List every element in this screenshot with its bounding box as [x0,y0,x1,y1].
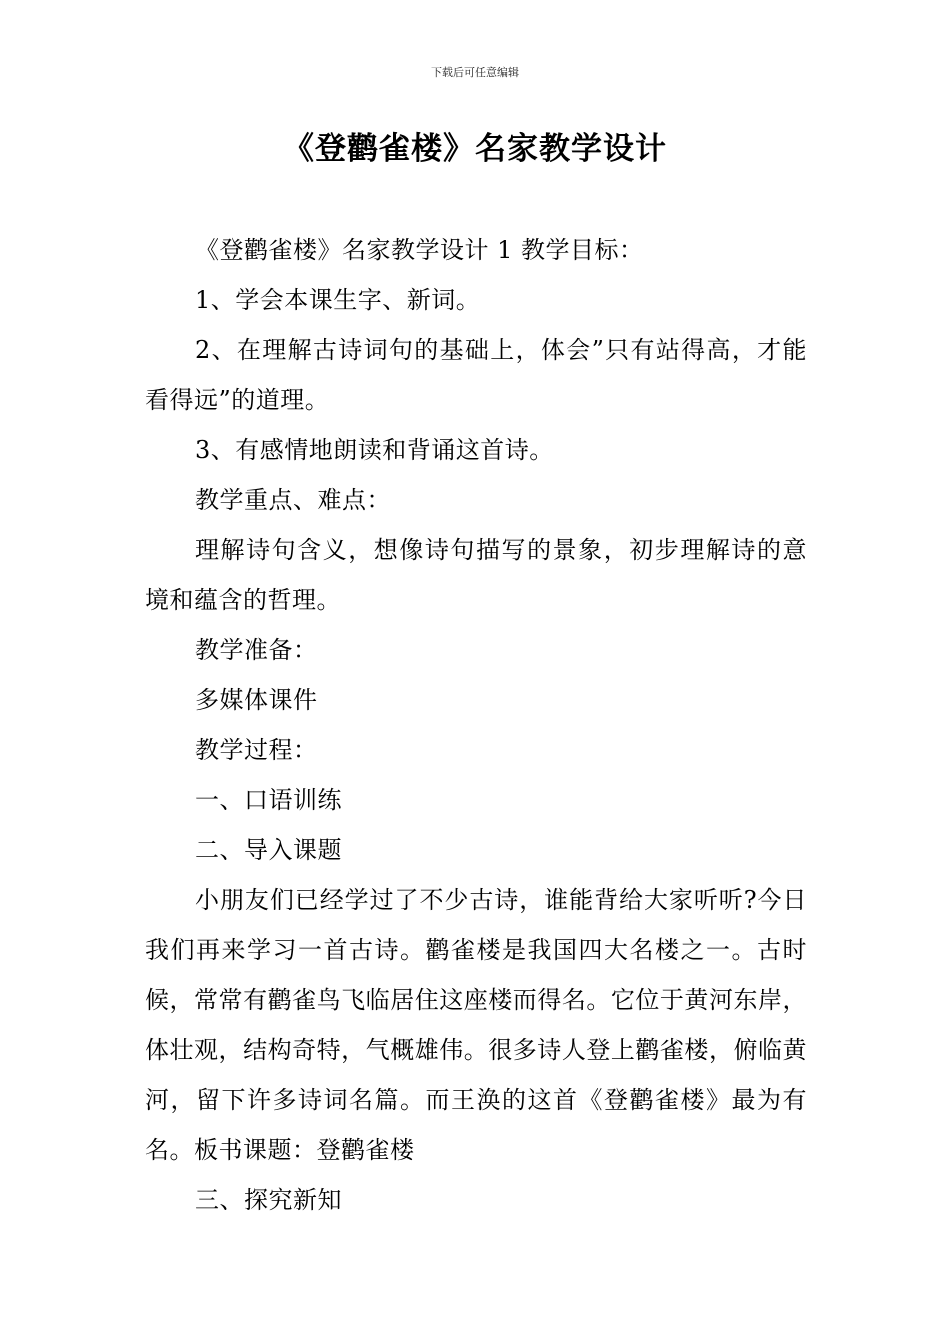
paragraph-keypoints-heading: 教学重点、难点： [195,486,391,514]
paragraph-keypoints-text: 理解诗句含义，想像诗句描写的景象，初步理解诗的意境和蕴含的哲理。 [145,536,807,614]
paragraph-objective-2: 2、在理解古诗词句的基础上，体会”只有站得高，才能看得远”的道理。 [145,336,807,414]
paragraph-step-3: 三、探究新知 [195,1186,342,1214]
page-header-note: 下载后可任意编辑 [431,66,519,79]
paragraph-step-1: 一、口语训练 [195,786,342,814]
paragraph-preparation-text: 多媒体课件 [195,686,318,714]
paragraph-objectives-heading: 《登鹳雀楼》名家教学设计 1 教学目标： [195,236,644,264]
paragraph-introduction-text: 小朋友们已经学过了不少古诗，谁能背给大家听听?今日我们再来学习一首古诗。鹳雀楼是我国四大名楼之一。古时候，常常有鹳雀鸟飞临居住这座楼而得名。它位于黄河东岸，体壮观，结构奇特，气概雄伟。很多诗人登上鹳雀楼，俯临黄河，留下许多诗词名篇。而王涣的这首《登鹳雀楼》最为有名。板书课题：登鹳雀楼 [145,886,807,1164]
paragraph-objective-3: 3、有感情地朗读和背诵这首诗。 [195,436,554,464]
paragraph-process-heading: 教学过程： [195,736,318,764]
document-body [145,225,807,1225]
paragraph-objective-1: 1、学会本课生字、新词。 [195,286,481,314]
paragraph-step-2: 二、导入课题 [195,836,342,864]
document-title: 《登鹳雀楼》名家教学设计 [283,131,667,167]
paragraph-preparation-heading: 教学准备： [195,636,318,664]
